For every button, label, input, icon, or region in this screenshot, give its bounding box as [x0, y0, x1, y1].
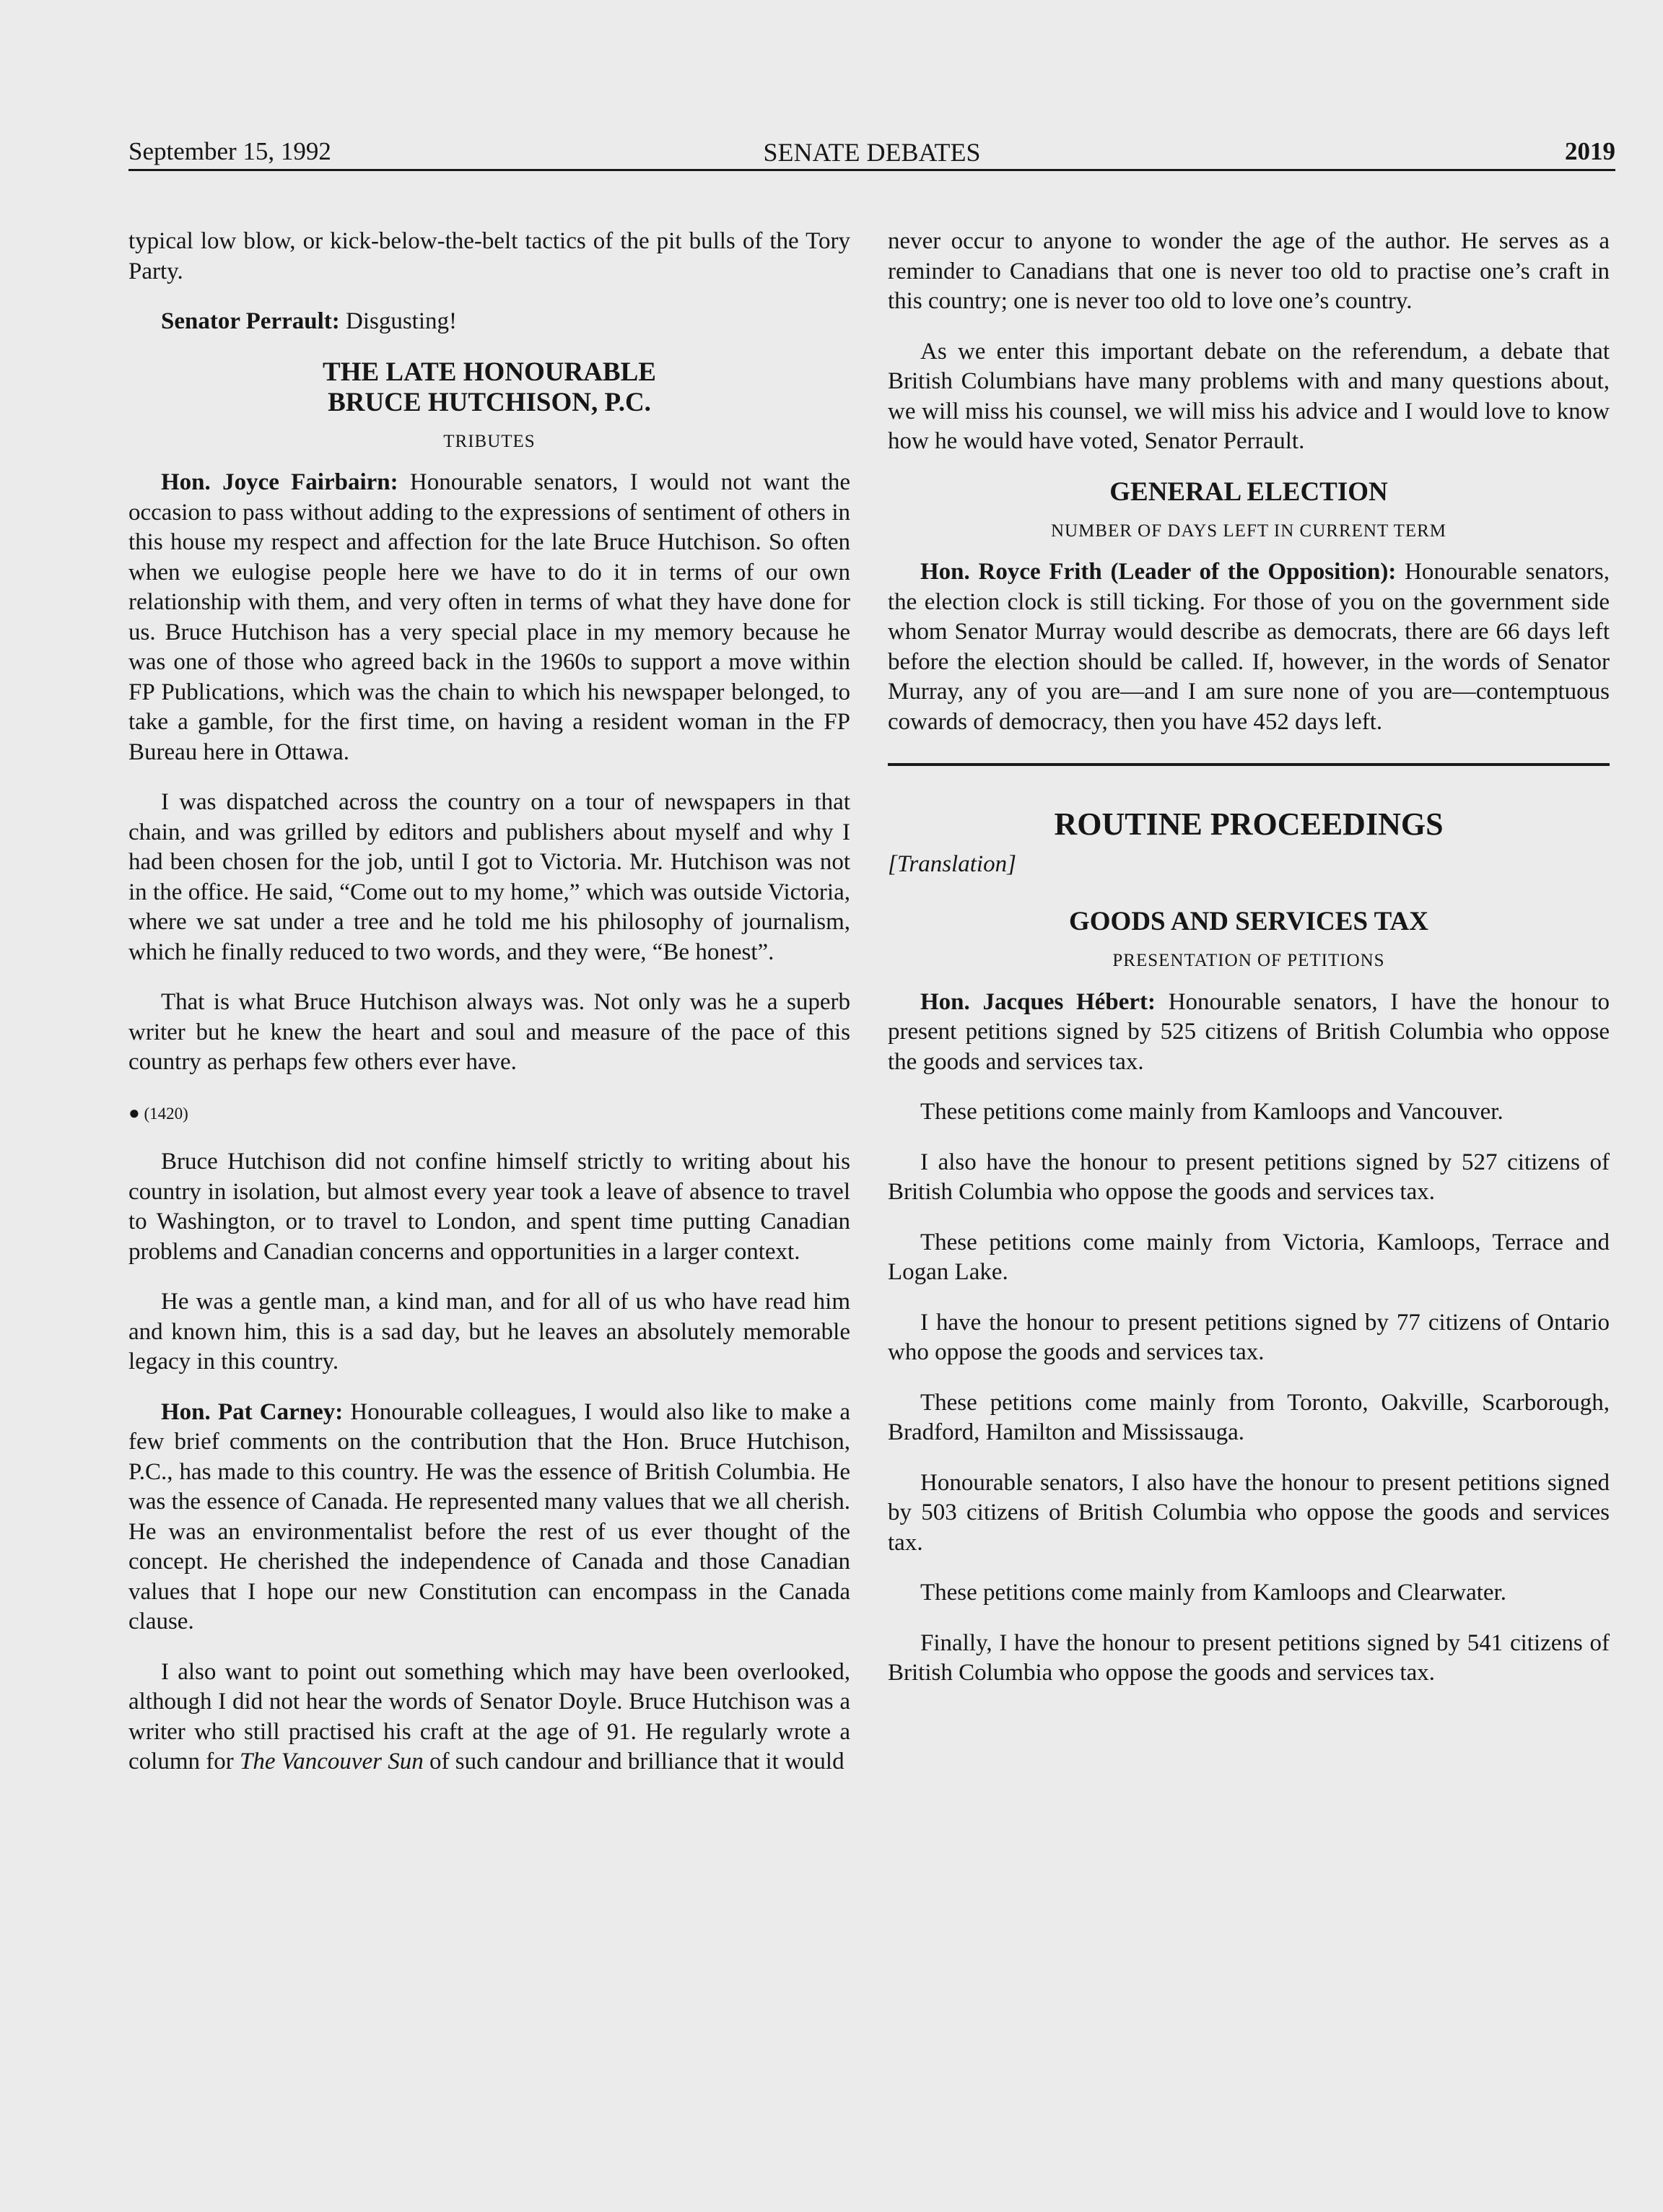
heading-line: THE LATE HONOURABLE: [323, 357, 656, 387]
right-column: [888, 227, 1610, 1709]
speaker-name: Hon. Royce Frith (Leader of the Opposition):: [920, 559, 1397, 585]
paragraph-503: Honourable senators, I also have the honour to present petitions signed by 503 citizens of British Columbia who oppose the goods and services tax.: [888, 1469, 1610, 1556]
paragraph-hebert: [888, 988, 1610, 1078]
speaker-name: Hon. Pat Carney:: [161, 1398, 344, 1425]
speech-text: Honourable colleagues, I would also like to make a few brief comments on the contribution that the Hon. Bruce Hutchison, P.C., has made to this country. He was the essence of British Columbia. He was the essence of Canada. He represented many values that we all cherish. He was an environmentalist before the rest of us ever thought of the concept. He cherished the independence of Canada and those Canadian values that I hope our new Constitution can encompass in the Canada clause.: [128, 1398, 850, 1634]
paragraph-541: Finally, I have the honour to present petitions signed by 541 citizens of British Columbia who oppose the goods and services tax.: [888, 1629, 1610, 1686]
page-number: 2019: [1565, 137, 1615, 165]
speech-text: Honourable senators, I would not want the occasion to pass without adding to the expressions of sentiment of others in this house my respect and affection for the late Bruce Hutchison. So often when we eulogise people here we have to do it in terms of our own relationship with them, and very often in terms of what they have done for us. Bruce Hutchison has a very special place in my memory because he was one of those who agreed back in the 1960s to support a move within FP Publications, which was the chain to which his newspaper belonged, to take a gamble, for the first time, on having a resident woman in the FP Bureau here in Ottawa.: [128, 469, 850, 765]
publication-title: The Vancouver Sun: [239, 1749, 424, 1775]
paragraph-dispatched: I was dispatched across the country on a tour of newspapers in that chain, and was grilled by editors and publishers about myself and why I had been chosen for the job, until I got to Victoria. Mr. Hutchison was not in the office. He said, “Come out to my home,” which was outside Victoria, where we sat under a tree and he told me his philosophy of journalism, which he finally reduced to two words, and they were, “Be honest”.: [128, 789, 850, 965]
left-column: [128, 227, 850, 1798]
paragraph-77: I have the honour to present petitions signed by 77 citizens of Ontario who oppose the goods and services tax.: [888, 1309, 1610, 1365]
time-marker: [128, 1098, 850, 1129]
header-title: SENATE DEBATES: [763, 138, 981, 167]
paragraph-enter: As we enter this important debate on the referendum, a debate that British Columbians have many problems with and many questions about, we will miss his counsel, we will miss his advice and I would love to know how he would have voted, Senator Perrault.: [888, 338, 1610, 454]
paragraph-gentle: He was a gentle man, a kind man, and for all of us who have read him and known him, this is a sad day, but he leaves an absolutely memorable legacy in this country.: [128, 1289, 850, 1375]
header-date: September 15, 1992: [128, 137, 331, 165]
paragraph-carney: [128, 1398, 850, 1637]
bullet-icon: ●: [128, 1102, 140, 1123]
time-marker-text: (1420): [144, 1104, 188, 1123]
paragraph-frith: [888, 557, 1610, 737]
paragraph-confine: Bruce Hutchison did not confine himself strictly to writing about his country in isolation, but almost every year took a leave of absence to travel to Washington, or to travel to London, and spent time putting Canadian problems and Canadian concerns and opportunities in a larger context.: [128, 1149, 850, 1265]
speaker-name: Hon. Joyce Fairbairn:: [161, 469, 398, 495]
paragraph-never: never occur to anyone to wonder the age of the author. He serves as a reminder to Canadians that one is never too old to practise one’s craft in this country; one is never too old to love one’s country.: [888, 228, 1610, 314]
subheading-days-left: NUMBER OF DAYS LEFT IN CURRENT TERM: [1050, 521, 1447, 541]
speech-text: Honourable senators, the election clock is still ticking. For those of you on the government side whom Senator Murray would describe as democrats, there are 66 days left before the election should be called. If, however, in the words of Senator Murray, any of you are—and I am sure none of you are—contemptuous cowards of democracy, then you have 452 days left.: [888, 559, 1610, 735]
paragraph-perrault: [128, 307, 850, 337]
subheading-tributes: TRIBUTES: [443, 431, 536, 451]
paragraph-victoria: These petitions come mainly from Victoria, Kamloops, Terrace and Logan Lake.: [888, 1229, 1610, 1285]
speaker-name: Hon. Jacques Hébert:: [920, 988, 1156, 1015]
paragraph-toronto: These petitions come mainly from Toronto, Oakville, Scarborough, Bradford, Hamilton and Mississauga.: [888, 1389, 1610, 1445]
speech-text: I also want to point out something which may have been overlooked, although I did not hear the words of Senator Doyle. Bruce Hutchison was a writer who still practised his craft at the age of 91. He regularly wrote a column for: [128, 1658, 850, 1775]
section-title-routine-proceedings: ROUTINE PROCEEDINGS: [1054, 806, 1444, 842]
paragraph-fairbairn: [128, 468, 850, 767]
heading-line: BRUCE HUTCHISON, P.C.: [328, 387, 651, 417]
section-heading-general-election: GENERAL ELECTION: [1109, 476, 1388, 507]
paragraph-that-is: That is what Bruce Hutchison always was. Not only was he a superb writer but he knew the heart and soul and measure of the pace of this country as perhaps few others ever have.: [128, 989, 850, 1075]
translation-note: [Translation]: [888, 850, 1016, 877]
page-header: [128, 134, 1615, 171]
speech-text: Disgusting!: [339, 308, 458, 334]
section-heading-hutchison: [128, 357, 850, 418]
section-divider: [888, 763, 1610, 766]
paragraph-clearwater: These petitions come mainly from Kamloops and Clearwater.: [920, 1580, 1506, 1606]
speech-text: of such candour and brilliance that it would: [423, 1749, 844, 1775]
paragraph-kamloops-vancouver: These petitions come mainly from Kamloops and Vancouver.: [920, 1099, 1503, 1125]
paragraph-527: I also have the honour to present petitions signed by 527 citizens of British Columbia who oppose the goods and services tax.: [888, 1149, 1610, 1205]
speech-text: Honourable senators, I have the honour to present petitions signed by 525 citizens of British Columbia who oppose the goods and services tax.: [888, 988, 1610, 1075]
speaker-name: Senator Perrault:: [161, 308, 340, 334]
paragraph-point-out: [128, 1658, 850, 1777]
subheading-petitions: PRESENTATION OF PETITIONS: [1112, 951, 1385, 970]
section-heading-gst: GOODS AND SERVICES TAX: [1069, 907, 1428, 936]
paragraph-continuation: typical low blow, or kick-below-the-belt tactics of the pit bulls of the Tory Party.: [128, 228, 850, 284]
